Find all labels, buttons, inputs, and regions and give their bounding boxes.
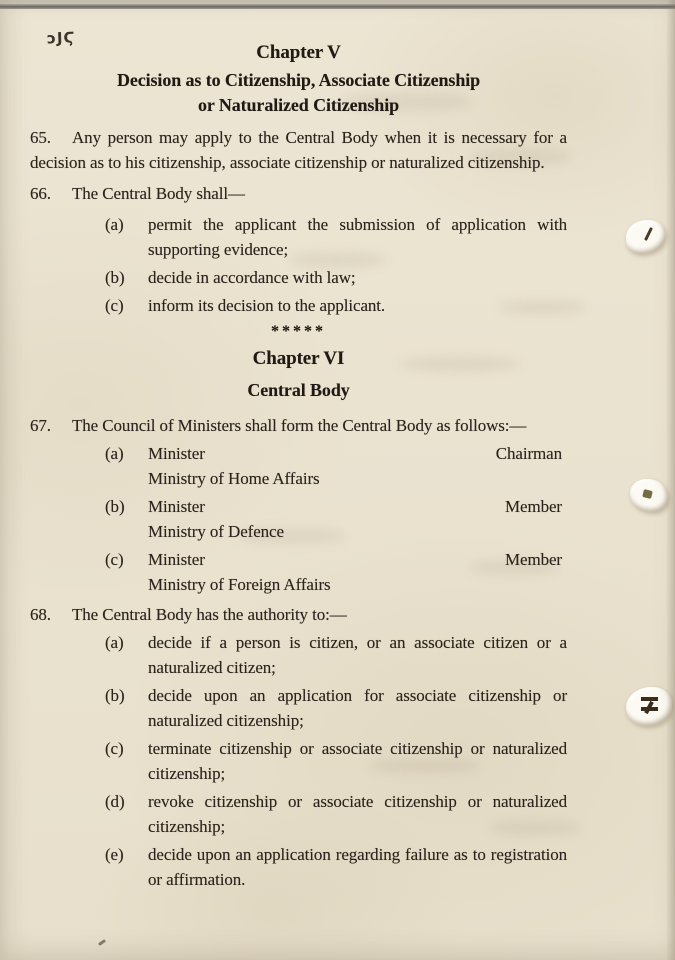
clause-68e bbox=[30, 842, 567, 892]
clause-68c-label: (c) bbox=[105, 739, 124, 758]
role-b-department: Ministry of Defence bbox=[148, 522, 284, 541]
clause-66a-label: (a) bbox=[105, 215, 124, 234]
chapter-v-subtitle-line2: or Naturalized Citizenship bbox=[197, 95, 400, 115]
section-68-lead bbox=[30, 602, 567, 627]
role-a-title: Chairman bbox=[495, 444, 562, 463]
clause-68e-text: decide upon an application regarding failure as to registration or affirmation. bbox=[148, 845, 567, 889]
role-c-title: Member bbox=[505, 550, 562, 569]
page-content bbox=[30, 42, 567, 895]
role-c-label: (c) bbox=[105, 550, 124, 569]
chapter-vi-title: Chapter VI bbox=[252, 348, 345, 369]
clause-68b bbox=[30, 683, 567, 733]
chapter-v-subtitle-line1: Decision as to Citizenship, Associate Citizenship bbox=[116, 70, 481, 90]
staple-mark bbox=[642, 489, 653, 499]
clause-68a-label: (a) bbox=[105, 633, 124, 652]
clause-68e-label: (e) bbox=[105, 845, 124, 864]
handwritten-page-number: ɔJϚ bbox=[46, 28, 76, 48]
ink-speck bbox=[98, 939, 106, 946]
role-c-name: Minister bbox=[148, 550, 205, 569]
clause-68d-label: (d) bbox=[105, 792, 125, 811]
binding-hole-top bbox=[626, 220, 666, 254]
page-right-edge-shadow bbox=[666, 0, 675, 960]
clause-66b bbox=[30, 265, 567, 290]
clause-68a-text: decide if a person is citizen, or an associate citizen or a naturalized citizen; bbox=[148, 633, 567, 677]
clause-68d bbox=[30, 789, 567, 839]
clause-66b-label: (b) bbox=[105, 268, 125, 287]
section-68-number: 68. bbox=[30, 605, 51, 624]
clause-68b-label: (b) bbox=[105, 686, 125, 705]
role-row-a bbox=[30, 441, 567, 466]
clause-68b-text: decide upon an application for associate citizenship or naturalized citizenship; bbox=[148, 686, 567, 730]
section-65-text: Any person may apply to the Central Body when it is necessary for a decision as to his citizenship, associate citizenship or naturalized citizenship. bbox=[30, 128, 567, 172]
clause-68d-text: revoke citizenship or associate citizenship or naturalized citizenship; bbox=[148, 792, 567, 836]
binding-hole-middle bbox=[630, 479, 668, 512]
section-66-number: 66. bbox=[30, 184, 51, 203]
section-67-number: 67. bbox=[30, 416, 51, 435]
clause-68c-text: terminate citizenship or associate citizenship or naturalized citizenship; bbox=[148, 739, 567, 783]
chapter-v-title: Chapter V bbox=[256, 42, 341, 63]
clause-66c bbox=[30, 293, 567, 318]
role-row-b bbox=[30, 494, 567, 519]
clause-66a bbox=[30, 212, 567, 262]
staple-mark bbox=[641, 697, 658, 711]
clause-66a-text: permit the applicant the submission of application with supporting evidence; bbox=[148, 215, 567, 259]
clause-68c bbox=[30, 736, 567, 786]
section-65-paragraph bbox=[30, 125, 567, 175]
role-a-department: Ministry of Home Affairs bbox=[148, 469, 320, 488]
clause-68a bbox=[30, 630, 567, 680]
section-68-lead-text: The Central Body has the authority to:— bbox=[72, 605, 347, 624]
chapter-vi-subtitle: Central Body bbox=[247, 380, 350, 400]
role-a-name: Minister bbox=[148, 444, 205, 463]
binding-hole-bottom bbox=[626, 687, 672, 726]
section-66-lead-text: The Central Body shall— bbox=[72, 184, 245, 203]
role-row-c bbox=[30, 547, 567, 572]
section-65-number: 65. bbox=[30, 128, 51, 147]
section-66-lead bbox=[30, 181, 567, 206]
role-b-title: Member bbox=[505, 497, 562, 516]
clause-66b-text: decide in accordance with law; bbox=[148, 268, 356, 287]
section-separator-stars: ***** bbox=[271, 323, 326, 340]
page-top-edge-line bbox=[0, 4, 675, 9]
role-b-label: (b) bbox=[105, 497, 125, 516]
role-a-label: (a) bbox=[105, 444, 124, 463]
clause-66c-text: inform its decision to the applicant. bbox=[148, 296, 386, 315]
section-67-lead bbox=[30, 413, 567, 438]
section-67-lead-text: The Council of Ministers shall form the Central Body as follows:— bbox=[72, 416, 527, 435]
staple-mark bbox=[644, 227, 653, 241]
role-c-department: Ministry of Foreign Affairs bbox=[148, 575, 331, 594]
role-b-name: Minister bbox=[148, 497, 205, 516]
clause-66c-label: (c) bbox=[105, 296, 124, 315]
